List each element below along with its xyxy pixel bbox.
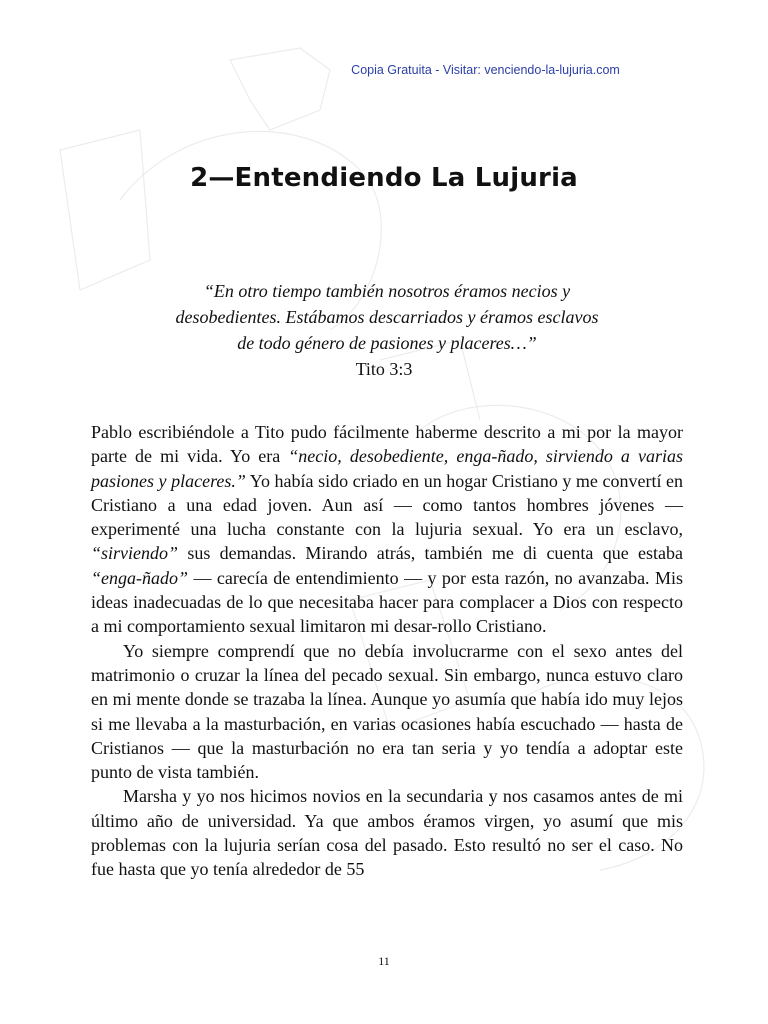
emphasis-text: “sirviendo” [91,543,179,564]
paragraph-3: Marsha y yo nos hicimos novios en la secundaria y nos casamos antes de mi último año de universidad. Ya que ambos éramos virgen, yo asumí que mis problemas con la lujuria serían cosa del pasado. Esto resultó no ser el caso. No fue hasta que yo tenía alrededor de 55 [91,786,683,880]
emphasis-text: “enga-ñado” [91,567,189,588]
paragraph-text: — carecía de entendimiento — y por esta razón, no avanzaba. Mis ideas inadecuadas de lo que necesitaba hacer para complacer a Dios con respecto a mi comportamiento sexual limitaron mi desar-rollo Cristiano. [91,567,683,637]
paragraph-1 [91,420,683,639]
paragraph-text: Pablo escribiéndole a Tito pudo fácilmente haberme descrito a mi por la mayor parte de mi vida. Yo era [91,422,683,467]
emphasis-text: “necio, desobediente, enga-ñado, sirviendo a varias pasiones y placeres.” [91,446,683,491]
body-text [91,420,683,882]
page-number: 11 [378,954,390,968]
chapter-title: 2—Entendiendo La Lujuria [190,163,578,193]
header-website-link[interactable]: Copia Gratuita - Visitar: venciendo-la-lujuria.com [351,63,620,77]
epigraph-line: “En otro tiempo también nosotros éramos necios y [203,281,571,301]
paragraph-2: Yo siempre comprendí que no debía involucrarme con el sexo antes del matrimonio o cruzar la línea del pecado sexual. Sin embargo, nunca estuvo claro en mi mente donde se trazaba la línea. Aunque yo asumía que había ido muy lejos si me llevaba a la masturbación, en varias ocasiones había escuchado — hasta de Cristianos — que la masturbación no era tan seria y yo tendía a adoptar este punto de vista también. [91,640,683,783]
epigraph-citation: Tito 3:3 [355,359,413,379]
paragraph-text: sus demandas. Mirando atrás, también me di cuenta que estaba [178,543,683,564]
epigraph-line: desobedientes. Estábamos descarriados y éramos esclavos [175,307,599,327]
paragraph-text: Yo había sido criado en un hogar Cristiano y me convertí en Cristiano a una edad joven. Aun así — como tantos hombres jóvenes — experimenté una lucha constante con la lujuria sexual. Yo era un esclavo, [91,470,683,540]
epigraph-quote [92,278,682,356]
epigraph-line: de todo género de pasiones y placeres…” [237,333,537,353]
